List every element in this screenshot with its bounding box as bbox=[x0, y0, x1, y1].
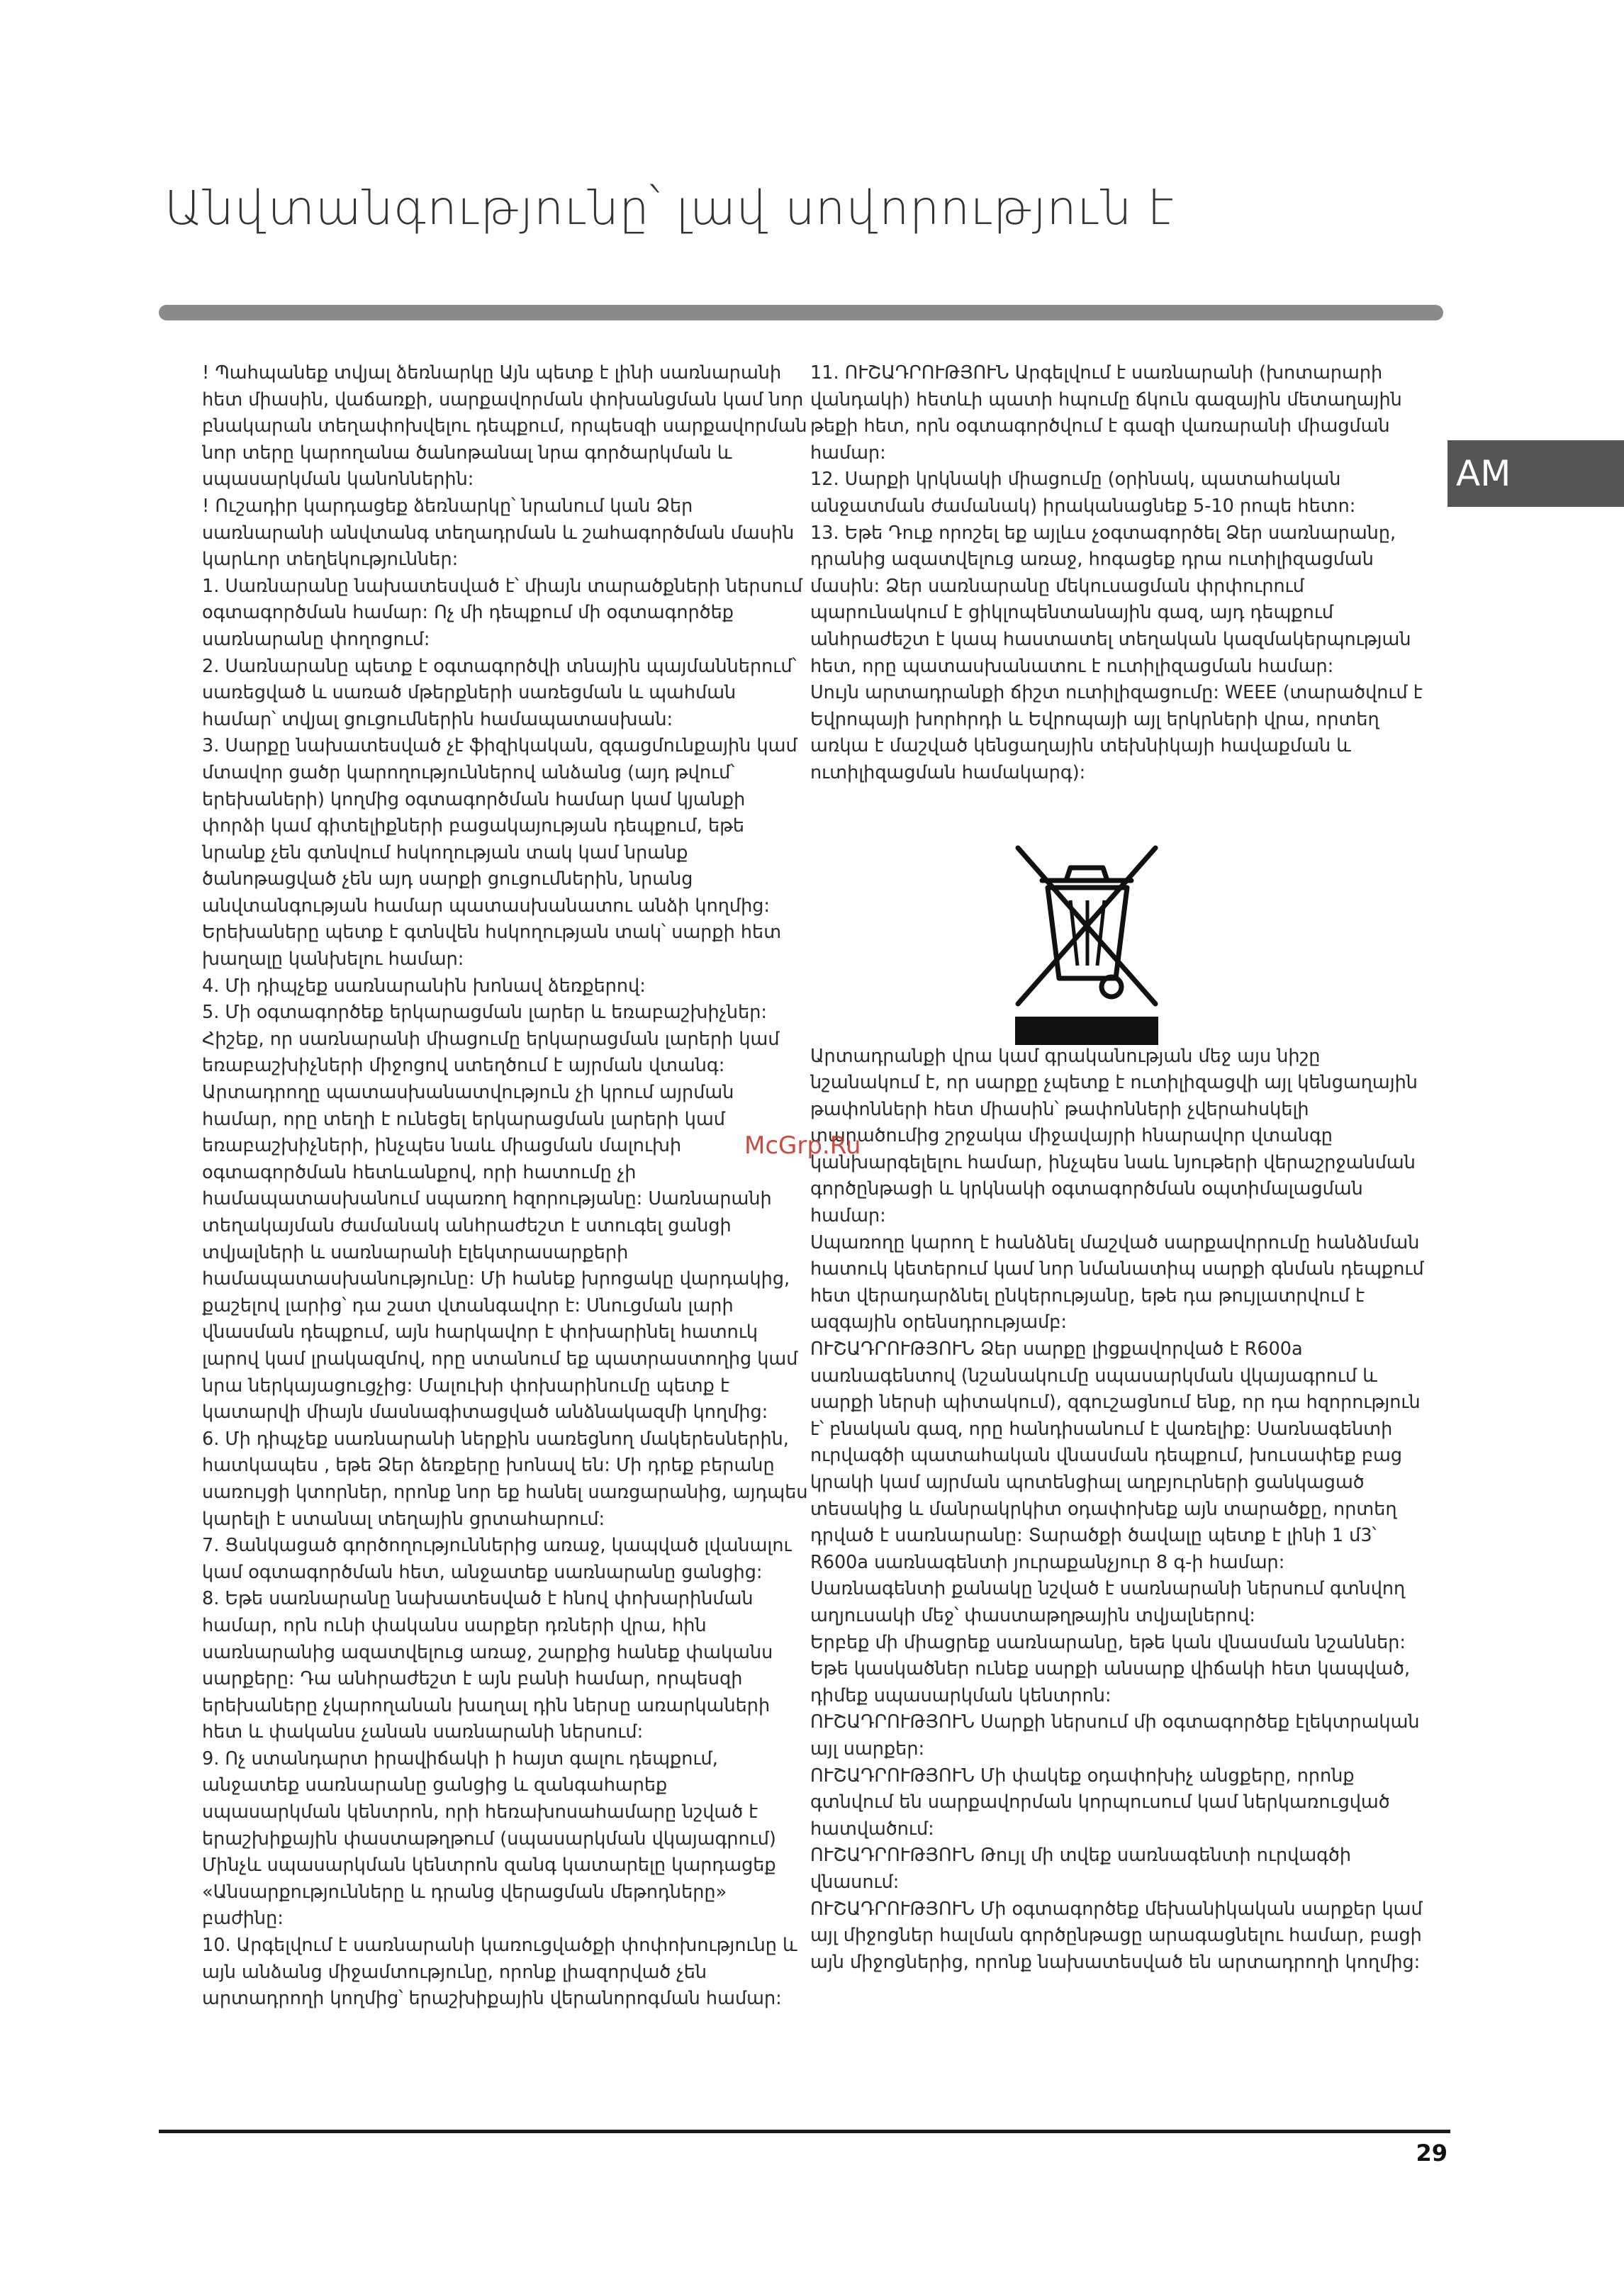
page-number: 29 bbox=[1416, 2140, 1447, 2167]
paragraph: 13. Եթե Դուք որոշել եք այլևս չօգտագործել Ձեր սառնարանը, դրանից ազատվելուց առաջ, հոգացեք դրա ուտիլիզացման մասին: Ձեր սառնարանը մեկուսացման փրփուրում պարունակում է ցիկլոպենտանային գազ, այդ դեպքում անհրաժեշտ է կապ հաստատել տեղական կազմակերպության հետ, որը պատասխանատու է ուտիլիզացման համար: bbox=[810, 522, 1411, 677]
crossed-out-wheelie-bin-icon bbox=[1005, 837, 1168, 1049]
left-column bbox=[202, 360, 812, 2104]
paragraph: Երբեք մի միացրեք սառնարանը, եթե կան վնասման նշաններ: Եթե կասկածներ ունեք սարքի անսարք վիճակի հետ կապված, դիմեք սպասարկման կենտրոն: bbox=[810, 1631, 1411, 1706]
paragraph: 5. Մի օգտագործեք երկարացման լարեր և եռաբաշխիչներ: Հիշեք, որ սառնարանի միացումը երկարացման լարերի կամ եռաբաշխիչների միջոցով ստեղծում է այրման վտանգ: Արտադրողը պատասխանատվություն չի կրում այրման համար, որը տեղի է ունեցել երկարացման լարերի կամ եռաբաշխիչների, ինչպես նաև միացման մալուխի օգտագործման հետևանքով, որի հատումը չի համապատասխանում սպառող հզորությանը: Սառնարանի տեղակայման ժամանակ անհրաժեշտ է ստուգել ցանցի տվյալների և սառնարանի էլեկտրասարքերի համապատասխանությունը: Մի հանեք խրոցակը վարդակից, քաշելով լարից՝ դա շատ վտանգավոր է: Սնուցման լարի վնասման դեպքում, այն հարկավոր է փոխարինել հատուկ լարով կամ լրակազմով, որը ստանում եք պատրաստողից կամ նրա ներկայացուցչից: Մալուխի փոխարինումը պետք է կատարվի միայն մասնագիտացված անձնակազմի կողմից: bbox=[202, 1002, 798, 1424]
right-column bbox=[810, 360, 1426, 2076]
paragraph: Արտադրանքի վրա կամ գրականության մեջ այս նիշը նշանակում է, որ սարքը չպետք է ուտիլիզացվի այլ կենցաղային թափոնների հետ միասին՝ թափոնների չվերահսկելի տարածումից շրջակա միջավայրի հնարավոր վտանգը կանխարգելելու համար, ինչպես նաև նյութերի վերաշրջանման գործընթացի և կրկնակի օգտագործման օպտիմալացման համար: bbox=[810, 1045, 1418, 1227]
paragraph: Սպառողը կարող է հանձնել մաշված սարքավորումը հանձնման հատուկ կետերում կամ նոր նմանատիպ սարքի գնման դեպքում հետ վերադարձնել ընկերությանը, եթե դա թույլատրվում է ազգային օրենսդրությամբ: bbox=[810, 1231, 1424, 1334]
paragraph: 12. Սարքի կրկնակի միացումը (օրինակ, պատահական անջատման ժամանակ) իրականացնեք 5-10 րոպե հետո: bbox=[810, 469, 1356, 517]
paragraph: Սույն արտադրանքի ճիշտ ուտիլիզացումը: WEEE (տարածվում է Եվրոպայի խորհրդի և Եվրոպայի այլ երկրների վրա, որտեղ առկա է մաշված կենցաղային տեխնիկայի հավաքման և ուտիլիզացման համակարգ): bbox=[810, 682, 1423, 783]
right-column-bottom bbox=[810, 1044, 1426, 1977]
paragraph: 11. ՈՒՇԱԴՐՈՒԹՅՈՒՆ Արգելվում է սառնարանի (խոտարարի վանդակի) հետևի պատի հպումը ճկուն գազային մետաղային թեքի հետ, որն օգտագործվում է գազի վառարանի միացման համար: bbox=[810, 362, 1402, 464]
paragraph: 9. Ոչ ստանդարտ իրավիճակի ի հայտ գալու դեպքում, անջատեք սառնարանը ցանցից և զանգահարեք սպասարկման կենտրոն, որի հեռախոսահամարը նշված է երաշխիքային փաստաթղթում (սպասարկման վկայագրում) Մինչև սպասարկման կենտրոն զանգ կատարելը կարդացեք «Անսարքությունները և դրանց վերացման մեթոդները» բաժինը: bbox=[202, 1748, 776, 1930]
footer-rule bbox=[159, 2130, 1450, 2133]
paragraph: 6. Մի դիպչեք սառնարանի ներքին սառեցնող մակերեսներին, հատկապես , եթե Ձեր ձեռքերը խոնավ են: Մի դրեք բերանը սառույցի կտորներ, որոնք նոր եք հանել սառցարանից, այդպես կարելի է ստանալ տեղային ցրտահարում: bbox=[202, 1428, 808, 1530]
page-title: Անվտանգությունը՝ լավ սովորություն է bbox=[164, 181, 1175, 235]
paragraph: 3. Սարքը նախատեսված չէ ֆիզիկական, զգացմունքային կամ մտավոր ցածր կարողություններով անձանց (այդ թվում՝ երեխաների) կողմից օգտագործման համար կամ կյանքի փորձի կամ գիտելիքների բացակայության դեպքում, եթե նրանք չեն գտնվում հսկողության տակ կամ նրանք ծանոթացված չեն այդ սարքի ցուցումներին, նրանց անվտանգության համար պատասխանատու անձի կողմից: Երեխաները պետք է գտնվեն հսկողության տակ՝ սարքի հետ խաղալը կանխելու համար: bbox=[202, 735, 797, 971]
paragraph: 1. Սառնարանը նախատեսված է՝ միայն տարածքների ներսում օգտագործման համար: Ոչ մի դեպքում մի օգտագործեք սառնարանը փողոցում: bbox=[202, 575, 803, 650]
paragraph: ՈՒՇԱԴՐՈՒԹՅՈՒՆ Թույլ մի տվեք սառնագենտի ուրվագծի վնասում: bbox=[810, 1845, 1351, 1893]
paragraph: ՈՒՇԱԴՐՈՒԹՅՈՒՆ Մի փակեք օդափոխիչ անցքերը, որոնք գտնվում են սարքավորման կորպուսում կամ ներկառուցված հատվածում: bbox=[810, 1765, 1390, 1840]
language-tab: AM bbox=[1447, 440, 1624, 507]
paragraph: 4. Մի դիպչեք սառնարանին խոնավ ձեռքերով: bbox=[202, 975, 646, 997]
paragraph: 7. Ցանկացած գործողություններից առաջ, կապված լվանալու կամ օգտագործման հետ, անջատեք սառնարանը ցանցից: bbox=[202, 1535, 792, 1583]
paragraph: ! Ուշադիր կարդացեք ձեռնարկը՝ նրանում կան Ձեր սառնարանի անվտանգ տեղադրման և շահագործման մասին կարևոր տեղեկություններ: bbox=[202, 495, 795, 571]
paragraph: ՈՒՇԱԴՐՈՒԹՅՈՒՆ Սարքի ներսում մի օգտագործեք էլեկտրական այլ սարքեր: bbox=[810, 1711, 1420, 1760]
watermark: McGrp.Ru bbox=[744, 1131, 861, 1160]
paragraph: ՈՒՇԱԴՐՈՒԹՅՈՒՆ Մի օգտագործեք մեխանիկական սարքեր կամ այլ միջոցներ հալման գործընթացը արագացնելու համար, բացի այն միջոցներից, որոնք նախատեսված են արտադրողի կողմից: bbox=[810, 1898, 1423, 1973]
right-column-top bbox=[810, 360, 1426, 787]
paragraph: ՈՒՇԱԴՐՈՒԹՅՈՒՆ Ձեր սարքը լիցքավորված է R600a սառնագենտով (նշանակումը սպասարկման վկայագրում և սարքի ներսի պիտակում), զգուշացնում ենք, որ դա հզորություն է՝ բնական գազ, որը հանդիսանում է վառելիք: Սառնագենտի ուրվագծի պատահական վնասման դեպքում, խուսափեք բաց կրակի կամ այրման պոտենցիալ աղբյուրների ցանկացած տեսակից և մանրակրկիտ օդափոխեք այն տարածքը, որտեղ դրված է սառնարանը: Տարածքի ծավալը պետք է լինի 1 մ3՝ R600a սառնագենտի յուրաքանչյուր 8 գ-ի համար: Սառնագենտի քանակը նշված է սառնարանի ներսում գտնվող աղյուսակի մեջ՝ փաստաթղթային տվյալներով: bbox=[810, 1338, 1421, 1626]
paragraph: 2. Սառնարանը պետք է օգտագործվի տնային պայմաններում՝ սառեցված և սառած մթերքների սառեցման և պահման համար՝ տվյալ ցուցումներին համապատասխան: bbox=[202, 655, 797, 730]
paragraph: ! Պահպանեք տվյալ ձեռնարկը Այն պետք է լինի սառնարանի հետ միասին, վաճառքի, սարքավորման փոխանցման կամ նոր բնակարան տեղափոխվելու դեպքում, որպեսզի սարքավորման նոր տերը կարողանա ծանոթանալ նրա գործարկման և սպասարկման կանոններին: bbox=[202, 362, 807, 491]
paragraph: 10. Արգելվում է սառնարանի կառուցվածքի փոփոխությունը և այն անձանց միջամտությունը, որոնք լիազորված չեն արտադրողի կողմից՝ երաշխիքային վերանորոգման համար: bbox=[202, 1935, 797, 2010]
title-rule bbox=[159, 305, 1443, 320]
paragraph: 8. Եթե սառնարանը նախատեսված է հնով փոխարինման համար, որն ունի փականս սարքեր դռների վրա, հին սառնարանից ազատվելուց առաջ, շարքից հանեք փականս սարքերը: Դա անհրաժեշտ է այն բանի համար, որպեսզի երեխաները չկարողանան խաղալ դին ներսը առարկաների հետ և փականս չանան սառնարանի ներսում: bbox=[202, 1588, 773, 1743]
